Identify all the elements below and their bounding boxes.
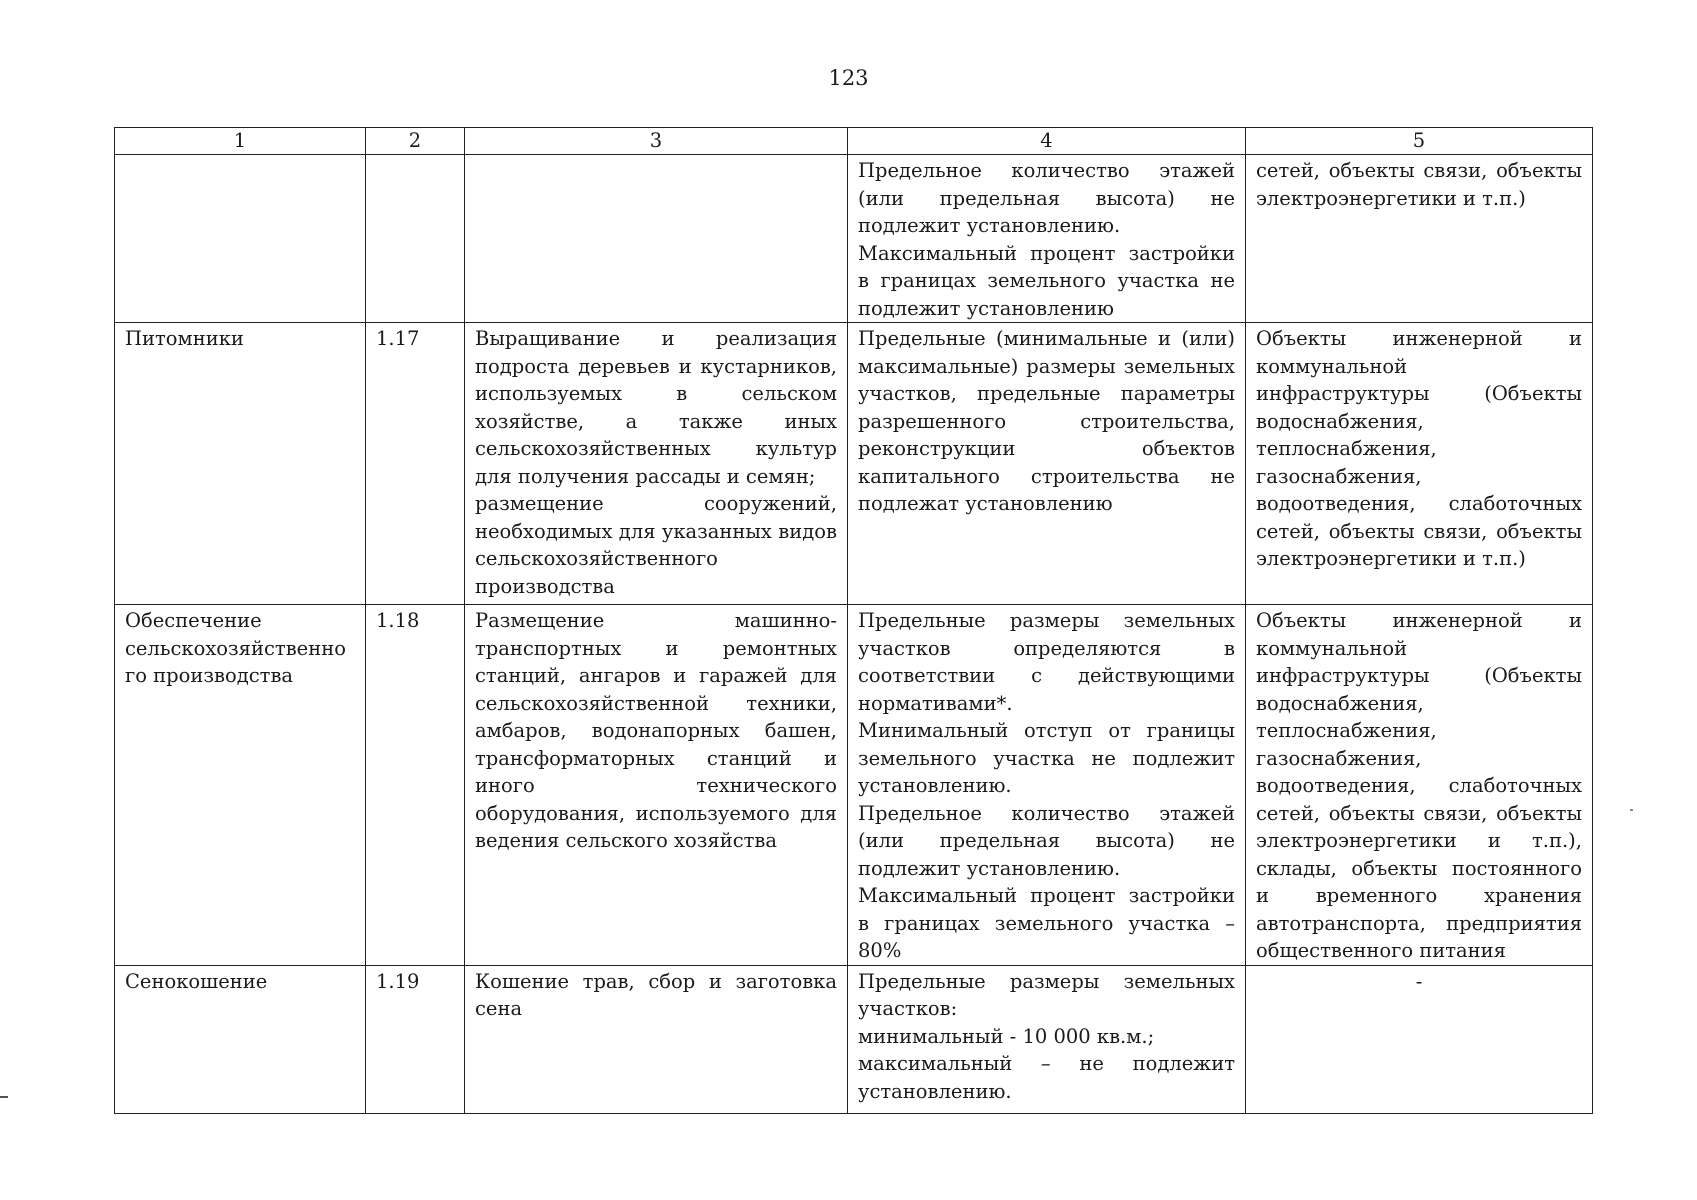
parameter-text: Максимальный процент застройки в границах земельного участка не подлежит установлению [858, 241, 1235, 320]
description-text: Выращивание и реализация подроста деревьев и кустарников, используемых в сельском хозяйстве, а также иных сельскохозяйственных культур для получения рассады и семян; [475, 327, 837, 488]
cell-description [465, 605, 848, 966]
cell-description [465, 155, 848, 323]
table-row [115, 605, 1593, 966]
table-row [115, 155, 1593, 323]
cell-parameters [848, 155, 1246, 323]
description-text: Размещение машинно-транспортных и ремонтных станций, ангаров и гаражей для сельскохозяйственной техники, амбаров, водонапорных башен, трансформаторных станций и иного технического оборудования, используемого для ведения сельского хозяйства [475, 609, 837, 852]
parameter-text: Максимальный процент застройки в границах земельного участка – 80% [858, 884, 1235, 962]
description-text: Кошение трав, сбор и заготовка сена [475, 969, 837, 1020]
cell-parameters [848, 965, 1246, 1113]
parameter-text: минимальный - 10 000 кв.м.; [858, 1024, 1155, 1048]
parameter-text: Предельное количество этажей (или предельная высота) не подлежит установлению. [858, 801, 1235, 880]
cell-name: Сенокошение [115, 965, 366, 1113]
page-number: 123 [828, 66, 869, 90]
table-row [115, 323, 1593, 605]
header-col-1: 1 [115, 128, 366, 155]
land-use-table [114, 127, 1593, 1114]
scan-artifact [1630, 809, 1633, 811]
header-col-4: 4 [848, 128, 1246, 155]
header-col-2: 2 [366, 128, 465, 155]
parameter-text: Предельные (минимальные и (или) максимальные) размеры земельных участков, предельные параметры разрешенного строительства, реконструкции объектов капитального строительства не подлежат установлению [858, 327, 1235, 515]
cell-objects: сетей, объекты связи, объекты электроэнергетики и т.п.) [1246, 155, 1593, 323]
parameter-text: максимальный – не подлежит установлению. [858, 1052, 1235, 1103]
cell-code: 1.17 [366, 323, 465, 605]
parameter-text: Предельные размеры земельных участков определяются в соответствии с действующими нормативами*. [858, 609, 1235, 715]
cell-name: Обеспечение сельскохозяйственно го производства [115, 605, 366, 966]
cell-objects: - [1246, 965, 1593, 1113]
cell-parameters [848, 605, 1246, 966]
scan-artifact [0, 1096, 8, 1098]
cell-objects: Объекты инженерной и коммунальной инфраструктуры (Объекты водоснабжения, теплоснабжения, газоснабжения, водоотведения, слаботочных сетей, объекты связи, объекты электроэнергетики и т.п.) [1246, 323, 1593, 605]
cell-description [465, 323, 848, 605]
parameter-text: Предельное количество этажей (или предельная высота) не подлежит установлению. [858, 159, 1235, 237]
cell-objects: Объекты инженерной и коммунальной инфраструктуры (Объекты водоснабжения, теплоснабжения, газоснабжения, водоотведения, слаботочных сетей, объекты связи, объекты электроэнергетики и т.п.), склады, объекты постоянного и временного хранения автотранспорта, предприятия общественного питания [1246, 605, 1593, 966]
cell-code: 1.19 [366, 965, 465, 1113]
cell-name [115, 155, 366, 323]
header-row [115, 128, 1593, 155]
table-row [115, 965, 1593, 1113]
cell-code: 1.18 [366, 605, 465, 966]
cell-description [465, 965, 848, 1113]
cell-name: Питомники [115, 323, 366, 605]
header-col-5: 5 [1246, 128, 1593, 155]
parameter-text: Минимальный отступ от границы земельного участка не подлежит установлению. [858, 719, 1235, 797]
cell-code [366, 155, 465, 323]
parameter-text: Предельные размеры земельных участков: [858, 969, 1235, 1020]
header-col-3: 3 [465, 128, 848, 155]
cell-parameters [848, 323, 1246, 605]
description-text: размещение сооружений, необходимых для указанных видов сельскохозяйственного производства [475, 492, 837, 598]
